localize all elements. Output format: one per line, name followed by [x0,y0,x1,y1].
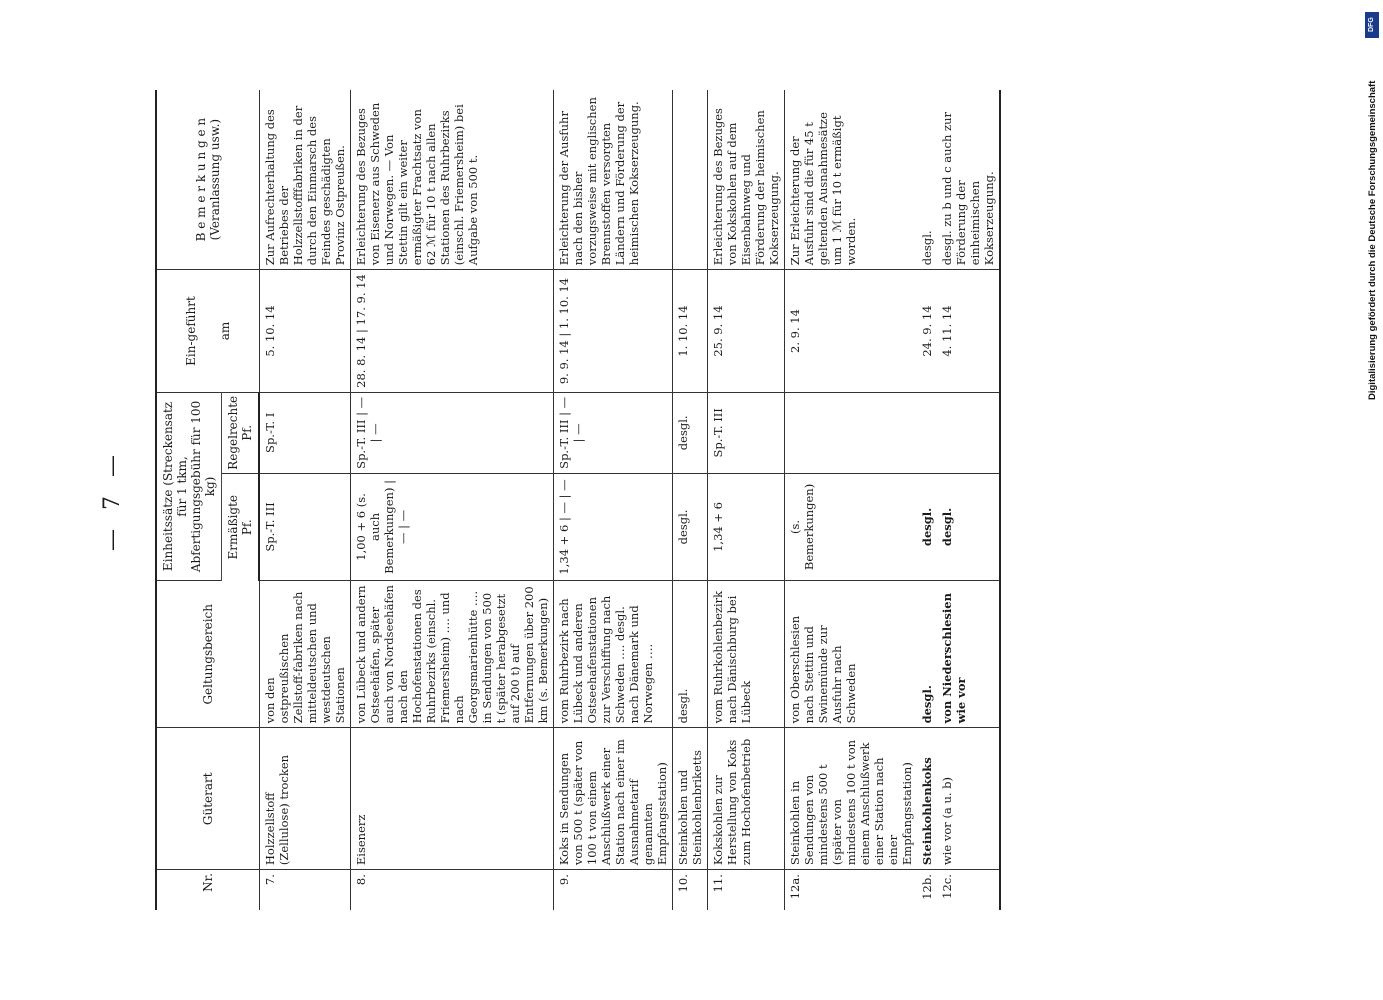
row-geltung: von Lübeck und andern Ostseehäfen, später auch von Nordseehäfen nach den Hochofenstationen des Ruhrbezirks (einschl. Friemersheim) …. und nach Georgsmarienhütte …. in Sendungen von 500 t (später herabgesetzt auf 200 t) auf Entfernungen über 200 km (s. Bemerkungen) [350,581,553,728]
row-gueterart: Steinkohlen und Steinkohlenbriketts [672,728,707,870]
header-nr: Nr. [200,873,215,892]
table-row [350,90,553,910]
row-regel: Sp.-T. III | — | — [553,392,672,473]
row-geltung: vom Ruhrbezirk nach Lübeck und anderen Ostseehafenstationen zur Verschiffung nach Schweden …. desgl. nach Dänemark und Norwegen …. [553,581,672,728]
dfg-text: Digitalisierung gefördert durch die Deutsche Forschungsgemeinschaft [1367,80,1378,400]
row-ermaessigt: desgl. [937,473,1000,580]
dfg-logo: DFG [1365,12,1379,38]
row-ermaessigt: 1,00 + 6 (s. auch Bemerkungen) | — | — [350,473,553,580]
row-regel: Sp.-T. III | — | — [350,392,553,473]
row-nr: 7. [259,870,350,910]
row-am: 4. 11. 14 [937,270,1000,393]
row-am: 1. 10. 14 [672,270,707,393]
row-geltung: von den ostpreußischen Zellstoff-fabriken nach mitteldeutschen und westdeutschen Stationen [259,581,350,728]
row-nr: 12b. [919,874,934,900]
header-gueterart: Güterart [156,728,259,870]
dfg-side-note [1364,8,1382,400]
row-gueterart: Steinkohlen in Sendungen von mindestens 500 t (später von mindestens 100 t von einem Anschlußwerk einer Station nach einer Empfangsstation) [784,728,917,870]
header-einheitssaetze: Einheitssätze (Streckensatz für 1 tkm, Abfertigungsgebühr für 100 kg) [156,392,222,580]
table-row [553,90,672,910]
header-pf-2: Pf. [240,424,254,441]
header-ermaessigte [222,473,260,580]
row-bemerkung: Zur Aufrechterhaltung des Betriebes der Holzzellstofffabriken in der durch den Einmarsch des Feindes geschädigten Provinz Ostpreußen. [259,90,350,270]
row-am: 5. 10. 14 [259,270,350,393]
row-am: 2. 9. 14 [784,270,917,393]
row-bemerkung: desgl. [917,90,937,270]
row-nr: 12c. [939,874,954,899]
header-ermaessigte-label: Ermäßigte [226,494,240,560]
row-bemerkung: Erleichterung des Bezuges von Eisenerz aus Schweden und Norwegen. — Von Stettin gilt ein weiter ermäßigter Frachtsatz von 62 ℳ für 10 t nach allen Stationen des Ruhrbezirks (einschl. Friemersheim) bei Aufgabe von 500 t. [350,90,553,270]
row-am: 9. 9. 14 | 1. 10. 14 [553,270,672,393]
header-regelrechte-label: Regelrechte [226,395,240,470]
row-am: 28. 8. 14 | 17. 9. 14 [350,270,553,393]
row-bemerkung: desgl. zu b und c auch zur Förderung der einheimischen Kokserzeugung. [937,90,1000,270]
header-eingefuehrt [156,270,259,393]
row-gueterart: Steinkohlenkoks [917,728,937,870]
table-row [917,90,937,910]
row-regel: Sp.-T. III [707,392,784,473]
header-regelrechte [222,392,260,473]
row-gueterart: Holzzellstoff (Zellulose) trocken [259,728,350,870]
header-bemerkungen-label: B e m e r k u n g e n [193,117,208,242]
header-am: am [217,321,232,341]
row-nr: 12a. [784,870,917,910]
table-body [259,90,1000,910]
row-ermaessigt: desgl. [917,473,937,580]
header-eingefuehrt-label: Ein-geführt [183,296,198,366]
row-nr: 11. [707,870,784,910]
table-row [937,90,1000,910]
row-bemerkung: Zur Erleichterung der Ausfuhr sind die für 45 t geltenden Ausnahmesätze um 1 ℳ für 10 t ermäßigt worden. [784,90,917,270]
row-nr: 9. [553,870,672,910]
row-geltung: von Oberschlesien nach Stettin und Swinemünde zur Ausfuhr nach Schweden [784,581,917,728]
table-row [707,90,784,910]
row-ermaessigt: (s. Bemerkungen) [784,473,917,580]
row-regel [917,392,937,473]
row-regel [937,392,1000,473]
table-row [259,90,350,910]
row-ermaessigt: 1,34 + 6 | — | — [553,473,672,580]
row-bemerkung: Erleichterung der Ausfuhr nach den bisher vorzugsweise mit englischen Brennstoffen versorgten Ländern und Förderung der heimischen Kokserzeugung. [553,90,672,270]
header-bemerkungen-sub: (Veranlassung usw.) [207,118,222,241]
row-gueterart: Kokskohlen zur Herstellung von Koks zum Hochofenbetrieb [707,728,784,870]
row-ermaessigt: 1,34 + 6 [707,473,784,580]
row-gueterart: Eisenerz [350,728,553,870]
row-nr: 8. [350,870,553,910]
row-regel [784,392,917,473]
row-ermaessigt: desgl. [672,473,707,580]
header-bemerkungen [156,90,259,270]
row-nr: 10. [672,870,707,910]
tariff-table [155,90,1001,910]
page-number: — 7 — [100,449,125,551]
row-bemerkung [672,90,707,270]
row-geltung: desgl. [672,581,707,728]
row-bemerkung: Erleichterung des Bezuges von Kokskohlen auf dem Eisenbahnweg und Förderung der heimischen Kokserzeugung. [707,90,784,270]
row-am: 24. 9. 14 [917,270,937,393]
row-regel: Sp.-T. I [259,392,350,473]
row-geltung: desgl. [917,581,937,728]
row-ermaessigt: Sp.-T. III [259,473,350,580]
row-gueterart: wie vor (a u. b) [937,728,1000,870]
row-regel: desgl. [672,392,707,473]
header-geltungsbereich: Geltungsbereich [156,581,259,728]
row-geltung: vom Ruhrkohlenbezirk nach Dänischburg bei Lübeck [707,581,784,728]
row-am: 25. 9. 14 [707,270,784,393]
row-gueterart: Koks in Sendungen von 500 t (später von 100 t von einem Anschlußwerk einer Station nach einer im Ausnahmetarif genannten Empfangsstation) [553,728,672,870]
header-pf-1: Pf. [240,519,254,536]
row-geltung: von Niederschlesien wie vor [937,581,1000,728]
table-row [784,90,917,910]
table-row [672,90,707,910]
